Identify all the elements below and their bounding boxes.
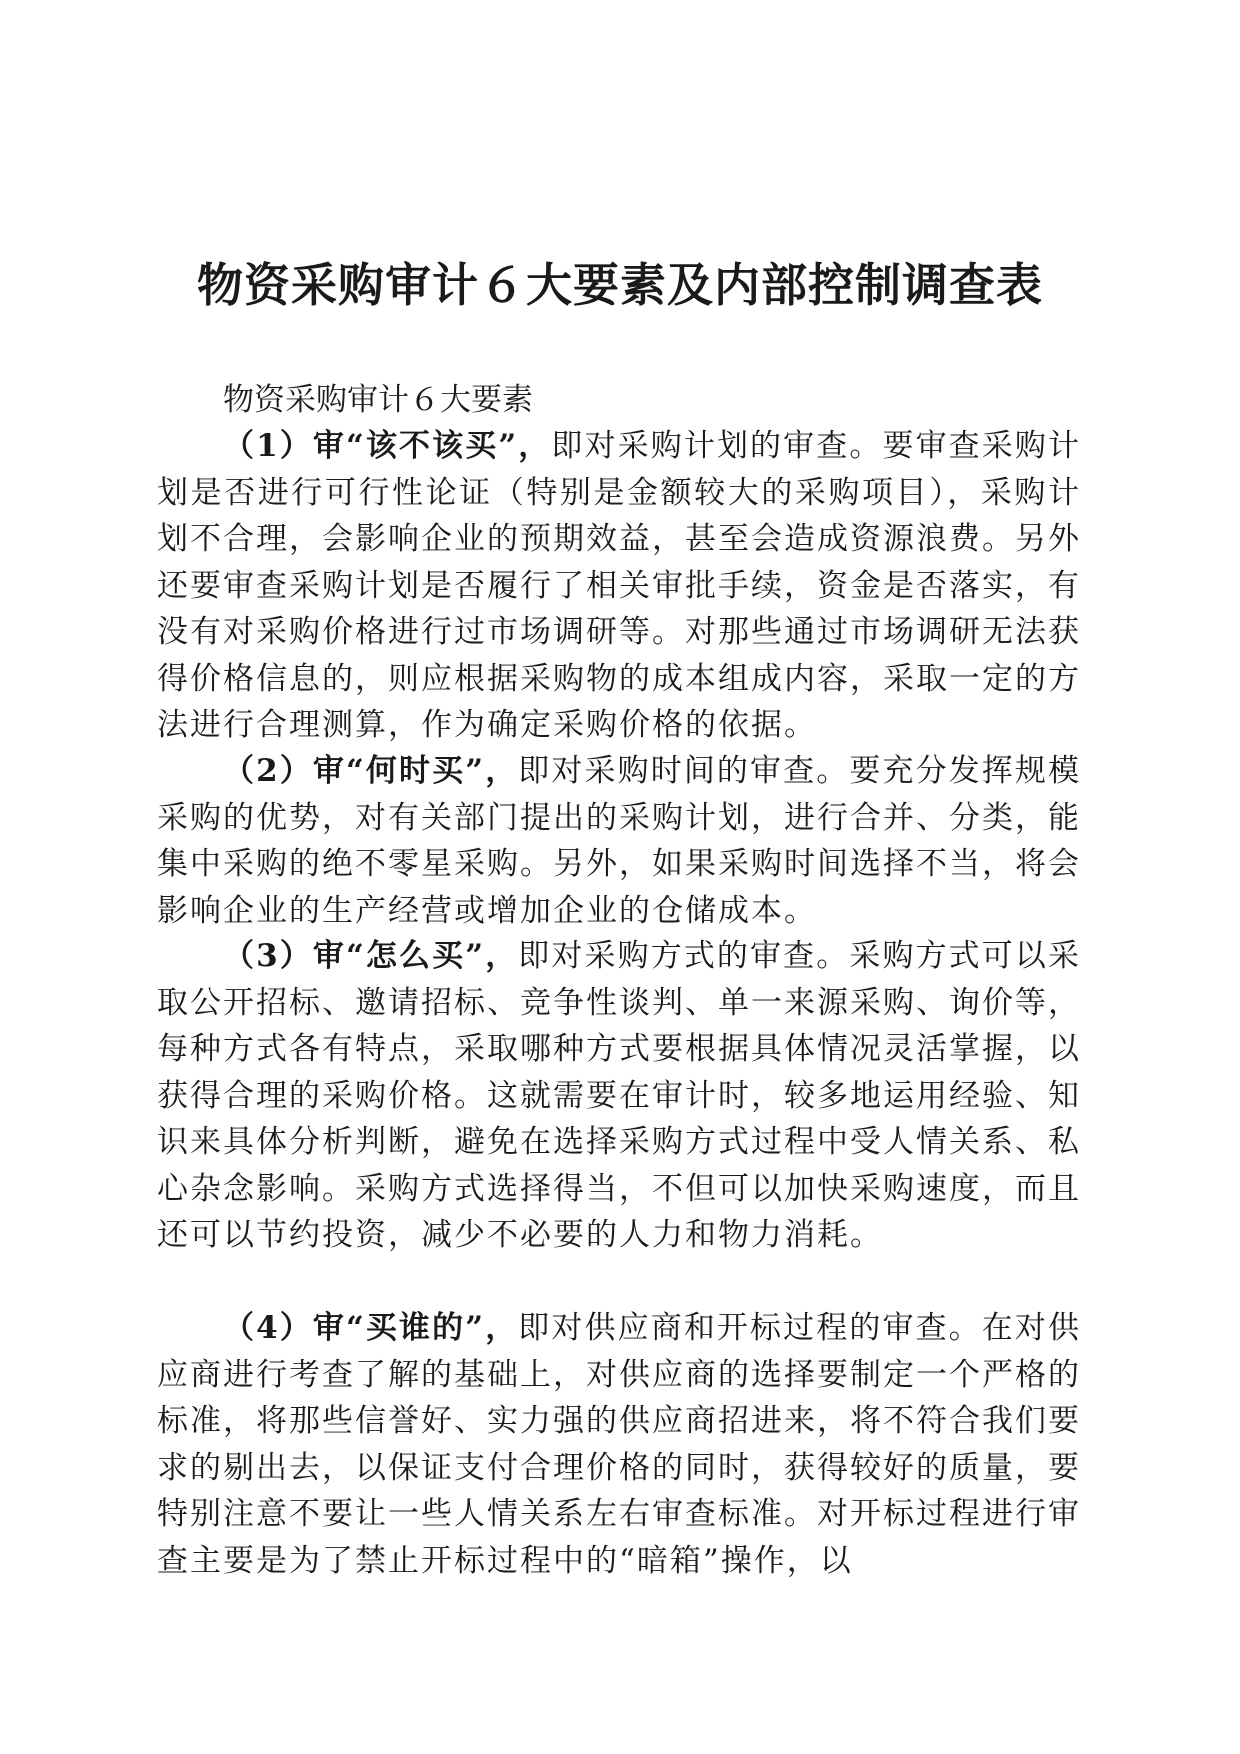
paragraph-body: 即对供应商和开标过程的审查。在对供应商进行考查了解的基础上，对供应商的选择要制定一个严格的标准，将那些信誉好、实力强的供应商招进来，将不符合我们要求的剔出去，以保证支付合理价格的同时，获得较好的质量，要特别注意不要让一些人情关系左右审查标准。对开标过程进行审查主要是为了禁止开标过程中的“暗箱”操作，以: [157, 1310, 1081, 1579]
paragraph-body: 即对采购时间的审查。要充分发挥规模采购的优势，对有关部门提出的采购计划，进行合并、分类，能集中采购的绝不零星采购。另外，如果采购时间选择不当，将会影响企业的生产经营或增加企业的仓储成本。: [157, 753, 1081, 929]
paragraph-text: [157, 933, 1081, 1259]
document-title: 物资采购审计６大要素及内部控制调查表: [197, 258, 1043, 312]
paragraph-text: [157, 748, 1081, 934]
paragraph-1: [157, 423, 1081, 749]
paragraph-text: [157, 423, 1081, 749]
paragraph-lead: （2）审“何时买”，: [223, 753, 519, 789]
paragraph-2: [157, 748, 1081, 934]
paragraph-3: [157, 933, 1081, 1259]
paragraph-body: 即对采购计划的审查。要审查采购计划是否进行可行性论证（特别是金额较大的采购项目），采购计划不合理，会影响企业的预期效益，甚至会造成资源浪费。另外还要审查采购计划是否履行了相关审批手续，资金是否落实，有没有对采购价格进行过市场调研等。对那些通过市场调研无法获得价格信息的，则应根据采购物的成本组成内容，采取一定的方法进行合理测算，作为确定采购价格的依据。: [157, 428, 1082, 743]
paragraph-body: 即对采购方式的审查。采购方式可以采取公开招标、邀请招标、竞争性谈判、单一来源采购、询价等，每种方式各有特点，采取哪种方式要根据具体情况灵活掌握，以获得合理的采购价格。这就需要在审计时，较多地运用经验、知识来具体分析判断，避免在选择采购方式过程中受人情关系、私心杂念影响。采购方式选择得当，不但可以加快采购速度，而且还可以节约投资，减少不必要的人力和物力消耗。: [157, 938, 1081, 1253]
paragraph-text: [157, 1305, 1081, 1584]
section-heading: 物资采购审计６大要素: [223, 382, 533, 418]
paragraph-4: [157, 1305, 1081, 1584]
paragraph-lead: （3）审“怎么买”，: [223, 938, 519, 974]
paragraph-lead: （4）审“买谁的”，: [223, 1310, 519, 1346]
paragraph-lead: （1）审“该不该买”，: [223, 428, 552, 464]
